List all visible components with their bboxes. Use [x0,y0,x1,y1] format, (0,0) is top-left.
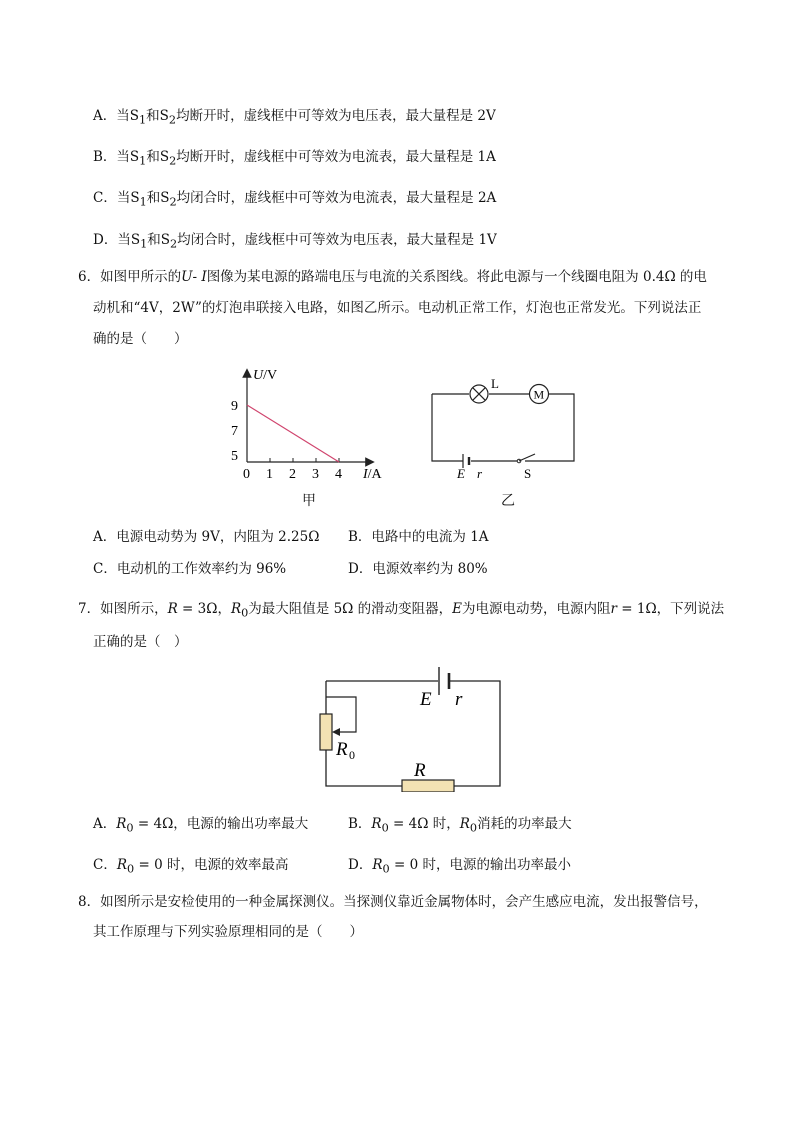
q7-circuit [318,662,508,792]
y-tick-label: 7 [231,424,238,439]
x-tick-label: 2 [289,467,296,482]
r-label: R [414,760,426,781]
battery-icon [439,667,449,695]
svg-text:M: M [533,387,545,402]
r0-label: R [336,739,348,760]
q6-option-d: D．电源效率约为 80% [348,561,488,577]
resistor-r [402,780,454,792]
q6-circuit-caption: 乙 [501,493,515,509]
q7-stem-line1: 7．如图所示，R = 3Ω，$R_0$为最大阻值是 5Ω 的滑动变阻器，E为电源电动势，电源内阻r = 1Ω，下列说法 [78,601,725,620]
q6-stem-line2: 动机和“4V，2W”的灯泡串联接入电路，如图乙所示。电动机正常工作，灯泡也正常发光。下列说法正 [93,300,702,316]
x-tick-label: 4 [335,467,342,482]
ui-line [247,405,339,462]
y-tick-label: 5 [231,449,238,464]
x-axis-label: I/A [363,467,382,482]
motor-icon [530,385,549,404]
q6-stem-line1: 6．如图甲所示的U- I图像为某电源的路端电压与电流的关系图线。将此电源与一个线圈电阻为 0.4Ω 的电 [78,269,707,285]
q6-ui-graph [225,365,395,483]
lamp-label: L [491,376,499,391]
r0-sub: 0 [349,748,355,762]
y-tick-label: 9 [231,399,238,414]
q7-option-d: D．$R_0 = 0$ 时，电源的输出功率最小 [348,857,571,876]
y-axis-label: U/V [253,368,278,383]
q8-stem-line1: 8．如图所示是安检使用的一种金属探测仪。当探测仪靠近金属物体时，会产生感应电流，发出报警信号， [78,894,708,910]
x-tick-label: 3 [312,467,319,482]
internal-r-label: r [455,689,463,710]
q5-option-c: C．当$S_1$和$S_2$均闭合时，虚线框中可等效为电流表，最大量程是 2A [93,190,497,209]
q7-stem-line2: 正确的是（ ） [93,634,188,650]
q6-option-b: B．电路中的电流为 1A [348,529,489,545]
q6-circuit [425,375,585,485]
q5-option-b: B．当$S_1$和$S_2$均断开时，虚线框中可等效为电流表，最大量程是 1A [93,149,496,168]
emf-label: E [457,466,465,481]
q7-option-b: B．$R_0 = 4\Omega$ 时，$R_0$消耗的功率最大 [348,816,572,835]
internal-r-label: r [477,466,483,481]
q5-option-d: D．当$S_1$和$S_2$均闭合时，虚线框中可等效为电压表，最大量程是 1V [93,232,497,251]
switch-label: S [524,466,532,481]
x-tick-label: 1 [266,467,273,482]
rheostat-r0 [320,714,332,750]
q6-stem-line3: 确的是（ ） [93,331,188,347]
x-tick-label: 0 [243,467,250,482]
lamp-icon [470,385,488,403]
q7-option-a: A．$R_0 = 4\Omega$，电源的输出功率最大 [93,816,309,835]
y-ticks [231,399,238,464]
q6-option-c: C．电动机的工作效率约为 96% [93,561,287,577]
q5-option-a: A．当$S_1$和$S_2$均断开时，虚线框中可等效为电压表，最大量程是 2V [93,108,496,127]
q7-option-c: C．$R_0 = 0$ 时，电源的效率最高 [93,857,289,876]
emf-label: E [420,689,432,710]
q6-graph-caption: 甲 [302,493,316,509]
q8-stem-line2: 其工作原理与下列实验原理相同的是（ ） [93,924,363,940]
q6-option-a: A．电源电动势为 9V，内阻为 2.25Ω [93,529,320,545]
